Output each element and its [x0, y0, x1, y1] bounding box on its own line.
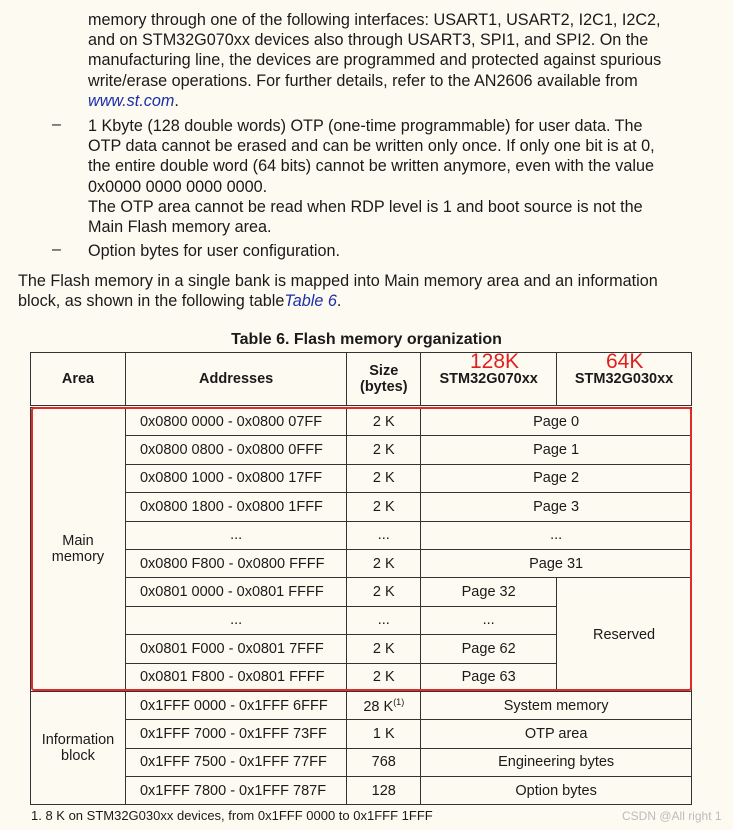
table-row: [31, 493, 692, 521]
otp-line: the entire double word (64 bits) cannot be written anymore, even with the value: [88, 157, 654, 176]
size-cell: 2 K: [347, 635, 421, 663]
size-cell: 2 K: [347, 549, 421, 577]
address-cell: 0x1FFF 7500 - 0x1FFF 77FF: [125, 748, 346, 776]
header-size: [347, 353, 421, 407]
header-area: Area: [31, 353, 126, 407]
area-line: Main: [62, 533, 94, 550]
address-cell: 0x0800 0800 - 0x0800 0FFF: [125, 436, 346, 464]
main-memory-cell: [31, 407, 126, 692]
otp-line: The OTP area cannot be read when RDP level is 1 and boot source is not the: [88, 197, 643, 216]
otp-line: Main Flash memory area.: [88, 218, 272, 237]
table-row: [31, 748, 692, 776]
size-cell: 2 K: [347, 493, 421, 521]
intro-line: memory through one of the following interfaces: USART1, USART2, I2C1, I2C2,: [88, 11, 661, 29]
table-row: [31, 720, 692, 748]
size-cell: ...: [347, 606, 421, 634]
size-cell: 2 K: [347, 407, 421, 436]
region-cell: System memory: [421, 691, 692, 719]
table-row: [31, 777, 692, 805]
address-cell: 0x0801 0000 - 0x0801 FFFF: [125, 578, 346, 606]
mapping-line: block, as shown in the following table: [18, 292, 285, 311]
header-g030: STM32G030xx: [557, 353, 692, 407]
otp-line: OTP data cannot be erased and can be written only once. If only one bit is at 0,: [88, 137, 655, 156]
otp-paragraph: [88, 116, 655, 237]
header-size-line: (bytes): [360, 379, 408, 395]
size-cell: 1 K: [347, 720, 421, 748]
size-cell: 2 K: [347, 464, 421, 492]
header-g070: STM32G070xx: [421, 353, 557, 407]
intro-link-suffix: .: [174, 91, 179, 110]
footnote-ref[interactable]: (1): [393, 696, 405, 707]
bullet-dash: –: [52, 116, 61, 133]
size-cell: ...: [347, 521, 421, 549]
address-cell: 0x0801 F800 - 0x0801 FFFF: [125, 663, 346, 691]
intro-paragraph: [88, 10, 661, 111]
page-cell: ...: [421, 521, 692, 549]
size-cell: 2 K: [347, 663, 421, 691]
intro-line: manufacturing line, the devices are programmed and protected against spurious: [88, 51, 662, 70]
page-cell: Page 63: [421, 663, 557, 691]
area-line: block: [61, 748, 95, 765]
address-cell: 0x0800 0000 - 0x0800 07FF: [125, 407, 346, 436]
mapping-line: The Flash memory in a single bank is mapped into Main memory area and an information: [18, 272, 658, 290]
annotation-128k: 128K: [470, 350, 520, 373]
table-row: [31, 407, 692, 436]
reserved-cell: Reserved: [557, 578, 692, 692]
size-cell: [347, 691, 421, 719]
size-cell: 2 K: [347, 436, 421, 464]
page-cell: Page 3: [421, 493, 692, 521]
st-link[interactable]: www.st.com: [88, 91, 175, 110]
address-cell: 0x1FFF 0000 - 0x1FFF 6FFF: [125, 691, 346, 719]
address-cell: ...: [125, 521, 346, 549]
address-cell: 0x1FFF 7800 - 0x1FFF 787F: [125, 777, 346, 805]
intro-line: write/erase operations. For further details, refer to the AN2606 available from: [88, 71, 638, 90]
address-cell: 0x0800 F800 - 0x0800 FFFF: [125, 549, 346, 577]
option-bullet: Option bytes for user configuration.: [88, 242, 340, 260]
table-row: [31, 521, 692, 549]
page-cell: Page 0: [421, 407, 692, 436]
table6-link[interactable]: Table 6: [284, 292, 337, 311]
region-cell: Engineering bytes: [421, 748, 692, 776]
intro-line: and on STM32G070xx devices also through USART3, SPI1, and SPI2. On the: [88, 31, 649, 50]
address-cell: 0x0801 F000 - 0x0801 7FFF: [125, 635, 346, 663]
region-cell: OTP area: [421, 720, 692, 748]
flash-memory-table: [30, 352, 692, 805]
page-cell: Page 1: [421, 436, 692, 464]
mapping-suffix: .: [336, 292, 342, 311]
page-cell: Page 2: [421, 464, 692, 492]
page-cell: ...: [421, 606, 557, 634]
table-row: [31, 464, 692, 492]
size-cell: 768: [347, 748, 421, 776]
page-cell: Page 62: [421, 635, 557, 663]
table-row: [31, 436, 692, 464]
header-size-line: Size: [369, 363, 399, 379]
address-cell: 0x1FFF 7000 - 0x1FFF 73FF: [125, 720, 346, 748]
region-cell: Option bytes: [421, 777, 692, 805]
area-line: memory: [51, 549, 105, 566]
otp-line: 0x0000 0000 0000 0000.: [88, 177, 268, 196]
address-cell: 0x0800 1000 - 0x0800 17FF: [125, 464, 346, 492]
address-cell: 0x0800 1800 - 0x0800 1FFF: [125, 493, 346, 521]
address-cell: ...: [125, 606, 346, 634]
annotation-64k: 64K: [606, 350, 644, 373]
table-row: [31, 549, 692, 577]
info-block-cell: [31, 691, 126, 805]
table-caption: Table 6. Flash memory organization: [231, 331, 502, 348]
footnote: 1. 8 K on STM32G030xx devices, from 0x1FFF 0000 to 0x1FFF 1FFF: [31, 808, 433, 823]
table-row: [31, 578, 692, 606]
bullet-dash: –: [52, 241, 61, 258]
page-cell: Page 31: [421, 549, 692, 577]
mapping-paragraph: [18, 271, 658, 311]
watermark: CSDN @All right 1: [622, 809, 722, 823]
otp-line: 1 Kbyte (128 double words) OTP (one-time programmable) for user data. The: [88, 117, 643, 135]
area-line: Information: [41, 732, 115, 749]
size-cell: 2 K: [347, 578, 421, 606]
header-addresses: Addresses: [125, 353, 346, 407]
size-cell: 128: [347, 777, 421, 805]
table-row: [31, 691, 692, 719]
page-cell: Page 32: [421, 578, 557, 606]
header-row: [31, 353, 692, 407]
size-value: 28 K: [363, 698, 394, 715]
